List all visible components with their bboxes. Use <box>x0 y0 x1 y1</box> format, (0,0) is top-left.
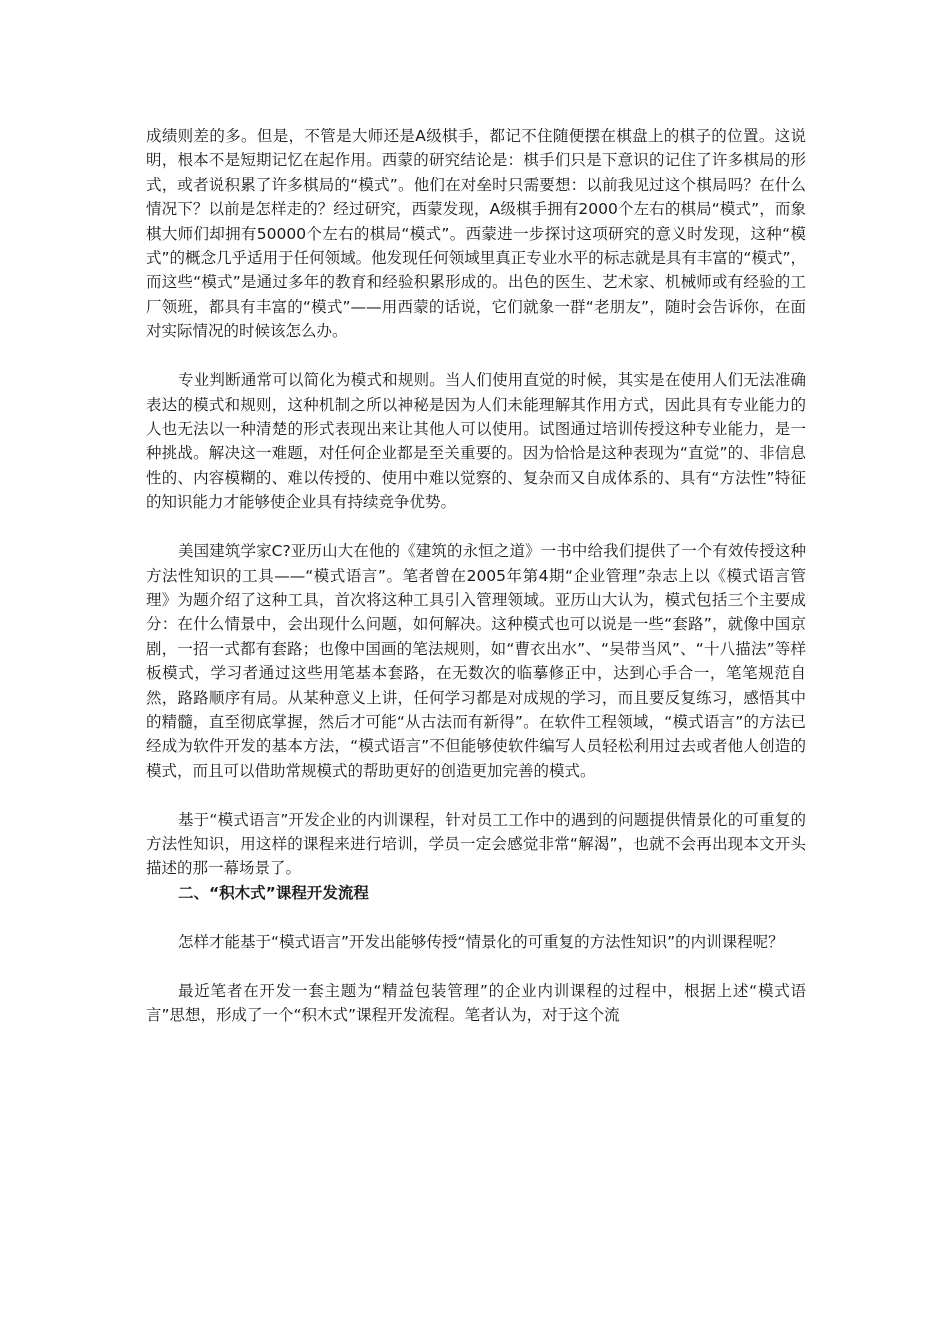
paragraph-course-development: 基于“模式语言”开发企业的内训课程，针对员工工作中的遇到的问题提供情景化的可重复的方法性知识，用这样的课程来进行培训，学员一定会感觉非常“解渴”，也就不会再出现本文开头描述的那一幕场景了。 <box>146 810 806 878</box>
paragraph-continuation: 成绩则差的多。但是，不管是大师还是A级棋手，都记不住随便摆在棋盘上的棋子的位置。这说明，根本不是短期记忆在起作用。西蒙的研究结论是：棋手们只是下意识的记住了许多棋局的形式，或者说积累了许多棋局的“模式”。他们在对垒时只需要想：以前我见过这个棋局吗？在什么情况下？以前是怎样走的？经过研究，西蒙发现，A级棋手拥有2000个左右的棋局“模式”，而象棋大师们却拥有50000个左右的棋局“模式”。西蒙进一步探讨这项研究的意义时发现，这种“模式”的概念几乎适用于任何领域。他发现任何领域里真正专业水平的标志就是具有丰富的“模式”，而这些“模式”是通过多年的教育和经验积累形成的。出色的医生、艺术家、机械师或有经验的工厂领班，都具有丰富的“模式”——用西蒙的话说，它们就象一群“老朋友”，随时会告诉你，在面对实际情况的时候该怎么办。 <box>146 127 806 341</box>
section-heading: 二、“积木式”课程开发流程 <box>178 883 369 902</box>
paragraph-question: 怎样才能基于“模式语言”开发出能够传授“情景化的可重复的方法性知识”的内训课程呢？ <box>178 932 784 951</box>
paragraph-expert-judgment: 专业判断通常可以简化为模式和规则。当人们使用直觉的时候，其实是在使用人们无法准确表达的模式和规则，这种机制之所以神秘是因为人们未能理解其作用方式，因此具有专业能力的人也无法以一种清楚的形式表现出来让其他人可以使用。试图通过培训传授这种专业能力，是一种挑战。解决这一难题，对任何企业都是至关重要的。因为恰恰是这种表现为“直觉”的、非信息性的、内容模糊的、难以传授的、使用中难以觉察的、复杂而又自成体系的、具有“方法性”特征的知识能力才能够使企业具有持续竞争优势。 <box>146 371 806 512</box>
paragraph-lean-packaging: 最近笔者在开发一套主题为“精益包装管理”的企业内训课程的过程中，根据上述“模式语言”思想，形成了一个“积木式”课程开发流程。笔者认为，对于这个流 <box>146 981 806 1025</box>
document-body <box>146 124 806 1028</box>
paragraph-pattern-language: 美国建筑学家C?亚历山大在他的《建筑的永恒之道》一书中给我们提供了一个有效传授这种方法性知识的工具——“模式语言”。笔者曾在2005年第4期“企业管理”杂志上以《模式语言管理》为题介绍了这种工具，首次将这种工具引入管理领域。亚历山大认为，模式包括三个主要成分：在什么情景中，会出现什么问题，如何解决。这种模式也可以说是一些“套路”，就像中国京剧，一招一式都有套路；也像中国画的笔法规则，如“曹衣出水”、“吴带当风”、“十八描法”等样板模式，学习者通过这些用笔基本套路，在无数次的临摹修正中，达到心手合一，笔笔规范自然，路路顺序有局。从某种意义上讲，任何学习都是对成规的学习，而且要反复练习，感悟其中的精髓，直至彻底掌握，然后才可能“从古法而有新得”。在软件工程领域，“模式语言”的方法已经成为软件开发的基本方法，“模式语言”不但能够使软件编写人员轻松利用过去或者他人创造的模式，而且可以借助常规模式的帮助更好的创造更加完善的模式。 <box>146 542 806 780</box>
